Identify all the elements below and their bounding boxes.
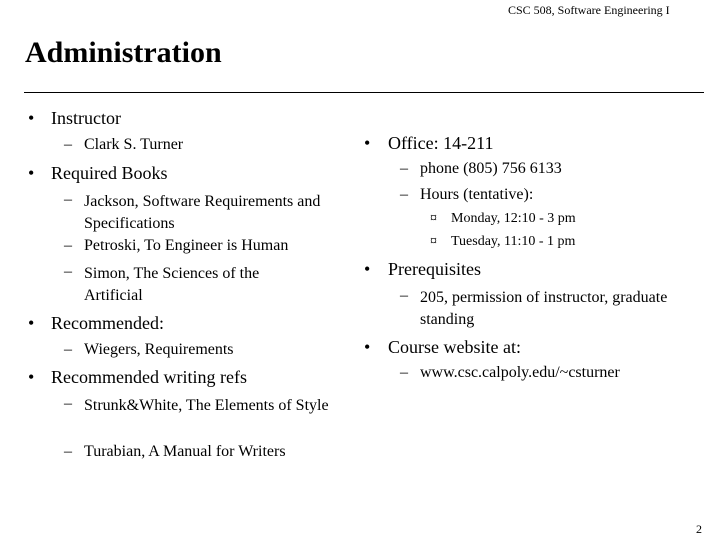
- dash-marker: –: [64, 136, 72, 153]
- recommended-label: Recommended:: [51, 313, 164, 333]
- bullet-marker: •: [28, 108, 35, 128]
- writing-label: Recommended writing refs: [51, 367, 247, 387]
- dash-marker: –: [64, 237, 72, 254]
- office-label: Office: 14-211: [388, 133, 494, 153]
- dash-marker: –: [64, 191, 72, 208]
- book-item: Jackson, Software Requirements and Specifications: [84, 193, 321, 232]
- writing-item: Turabian, A Manual for Writers: [84, 443, 286, 460]
- dash-marker: –: [400, 364, 408, 381]
- sub-bullet-marker: ¤: [430, 211, 437, 226]
- hours-item: Monday, 12:10 - 3 pm: [451, 211, 576, 226]
- bullet-marker: •: [28, 163, 35, 183]
- dash-marker: –: [64, 443, 72, 460]
- recommended-item: Wiegers, Requirements: [84, 341, 234, 358]
- dash-marker: –: [400, 160, 408, 177]
- prereq-label: Prerequisites: [388, 259, 481, 279]
- writing-item: Strunk&White, The Elements of Style: [84, 397, 329, 414]
- hours-item: Tuesday, 11:10 - 1 pm: [451, 234, 576, 249]
- books-label: Required Books: [51, 163, 168, 183]
- book-item: Petroski, To Engineer is Human: [84, 237, 289, 254]
- sub-bullet-marker: ¤: [430, 234, 437, 249]
- dash-marker: –: [400, 186, 408, 203]
- title-divider: [24, 92, 704, 93]
- website-url[interactable]: www.csc.calpoly.edu/~csturner: [420, 364, 620, 381]
- website-label: Course website at:: [388, 337, 521, 357]
- page-number: 2: [696, 522, 702, 536]
- office-phone: phone (805) 756 6133: [420, 160, 562, 177]
- dash-marker: –: [64, 395, 72, 412]
- dash-marker: –: [64, 263, 72, 280]
- book-item: Simon, The Sciences of the Artificial: [84, 265, 260, 304]
- dash-marker: –: [64, 341, 72, 358]
- hours-label: Hours (tentative):: [420, 186, 534, 203]
- dash-marker: –: [400, 287, 408, 304]
- slide-title: Administration: [25, 36, 222, 69]
- instructor-label: Instructor: [51, 108, 121, 128]
- course-header: CSC 508, Software Engineering I: [508, 3, 670, 17]
- prereq-text: 205, permission of instructor, graduate standing: [420, 289, 668, 328]
- bullet-marker: •: [364, 259, 371, 279]
- bullet-marker: •: [364, 337, 371, 357]
- bullet-marker: •: [28, 367, 35, 387]
- bullet-marker: •: [28, 313, 35, 333]
- bullet-marker: •: [364, 133, 371, 153]
- instructor-name: Clark S. Turner: [84, 136, 184, 153]
